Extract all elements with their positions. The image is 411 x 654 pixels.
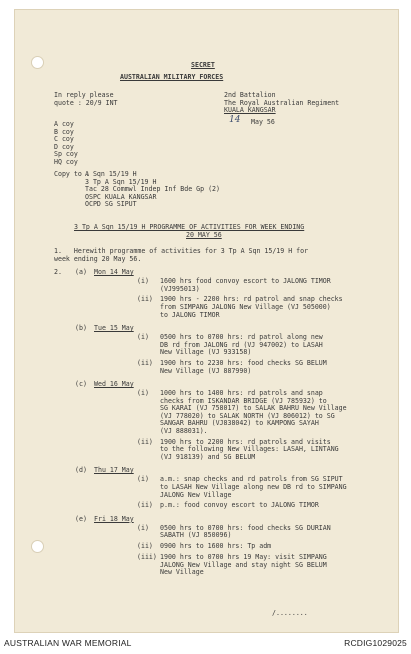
- activity-line: 1000 hrs to 1400 hrs: rd patrols and snap: [160, 389, 323, 397]
- distribution-item: HQ coy: [54, 158, 78, 166]
- day-heading: Thu 17 May: [94, 466, 134, 475]
- distribution-item: A coy: [54, 120, 74, 128]
- activity-line: 0500 hrs to 0700 hrs: rd patrol along new: [160, 333, 323, 341]
- day-heading: Wed 16 May: [94, 380, 134, 388]
- activity-line: to LASAH New Village along new DB rd to SIMPANG: [160, 483, 347, 491]
- activity-line: New Village: [160, 568, 204, 577]
- document-heading: AUSTRALIAN MILITARY FORCES: [120, 73, 224, 81]
- date-month: May 56: [251, 118, 275, 126]
- subject-line: 20 MAY 56: [186, 231, 222, 239]
- activity-line: SG KARAI (VJ 758017) to SALAK BAHRU New Village: [160, 404, 347, 413]
- day-heading: Fri 18 May: [94, 514, 134, 523]
- activity-number: (ii): [137, 437, 153, 446]
- activity-line: SANGAR BAHRU (VJ838042) to KAMPONG SAYAH: [160, 419, 319, 428]
- activity-line: 1900 hrs - 2200 hrs: rd patrol and snap checks: [160, 295, 343, 304]
- activity-line: DB rd from JALONG rd (VJ 947002) to LASAH: [160, 340, 323, 349]
- activity-line: 1600 hrs food convoy escort to JALONG TIMOR: [160, 277, 331, 285]
- activity-line: 0900 hrs to 1600 hrs: Tp adm: [160, 542, 272, 551]
- footer-id: RCDIG1029025: [344, 638, 407, 648]
- reference-line: quote : 20/9 INT: [54, 98, 118, 107]
- paragraph-1: week ending 20 May 56.: [54, 255, 142, 263]
- activity-number: (i): [137, 277, 149, 285]
- paragraph-2-number: 2.: [54, 268, 62, 276]
- classification: SECRET: [191, 61, 215, 69]
- continuation-mark: /........: [272, 609, 308, 617]
- day-label: (b): [75, 324, 87, 332]
- copy-label: Copy to :: [54, 170, 90, 178]
- activity-line: p.m.: food convoy escort to JALONG TIMOR: [160, 501, 319, 510]
- distribution-item: Sp coy: [54, 150, 78, 159]
- day-label: (c): [75, 380, 87, 388]
- activity-line: (VJ995013): [160, 284, 200, 293]
- day-label: (a): [75, 268, 87, 276]
- day-heading: Tue 15 May: [94, 324, 134, 332]
- activity-number: (iii): [137, 553, 157, 561]
- copy-to-item: Tac 28 Commwl Indep Inf Bde Gp (2): [85, 185, 220, 194]
- activity-line: (VJ 888031).: [160, 427, 208, 435]
- activity-number: (ii): [137, 295, 153, 304]
- subject-line: 3 Tp A Sqn 15/19 H PROGRAMME OF ACTIVITIES FOR WEEK ENDING: [74, 223, 305, 231]
- footer-source: AUSTRALIAN WAR MEMORIAL: [4, 638, 132, 648]
- copy-to-item: A Sqn 15/19 H: [85, 170, 137, 178]
- activity-line: 1900 hrs to 2230 hrs: food checks SG BELUM: [160, 359, 327, 367]
- day-label: (d): [75, 466, 87, 475]
- paragraph-1: 1. Herewith programme of activities for 3 Tp A Sqn 15/19 H for: [54, 247, 309, 255]
- activity-line: (VJ 918139) and SG BELUM: [160, 453, 256, 461]
- activity-number: (i): [137, 389, 149, 397]
- activity-number: (i): [137, 523, 149, 532]
- day-heading: Mon 14 May: [94, 268, 134, 276]
- activity-line: 0500 hrs to 0700 hrs: food checks SG DURIAN: [160, 523, 331, 532]
- activity-line: from SIMPANG JALONG New Village (VJ 505000): [160, 303, 331, 311]
- activity-line: checks from ISKANDAR BRIDGE (VJ 785932) to: [160, 396, 327, 405]
- punch-hole: [31, 540, 44, 553]
- distribution-item: B coy: [54, 127, 74, 136]
- activity-line: New Village (VJ 887990): [160, 366, 252, 375]
- day-label: (e): [75, 514, 87, 523]
- activity-line: (VJ 778020) to SALAK NORTH (VJ 806012) to SG: [160, 411, 335, 420]
- activity-number: (ii): [137, 542, 153, 551]
- sender-line: KUALA KANGSAR: [224, 106, 276, 115]
- reference-line: In reply please: [54, 91, 114, 99]
- activity-line: a.m.: snap checks and rd patrols from SG SIPUT: [160, 475, 343, 484]
- activity-line: New Village (VJ 933158): [160, 348, 252, 357]
- distribution-item: D coy: [54, 142, 74, 151]
- copy-to-item: OCPD SG SIPUT: [85, 200, 137, 209]
- activity-number: (ii): [137, 359, 153, 367]
- activity-line: 1900 hrs to 2200 hrs: rd patrols and visits: [160, 437, 331, 446]
- activity-number: (i): [137, 475, 149, 484]
- activity-line: JALONG New Village and stay night SG BELUM: [160, 560, 327, 569]
- sender-line: 2nd Battalion: [224, 91, 276, 99]
- activity-line: SABATH (VJ 850096): [160, 531, 232, 540]
- activity-line: 1900 hrs to 0700 hrs 19 May: visit SIMPANG: [160, 553, 327, 561]
- distribution-item: C coy: [54, 135, 74, 144]
- copy-to-item: 3 Tp A Sqn 15/19 H: [85, 177, 157, 186]
- activity-line: to the following New Villages: LASAH, LINTANG: [160, 445, 339, 454]
- sender-line: The Royal Australian Regiment: [224, 98, 340, 107]
- activity-line: to JALONG TIMOR: [160, 310, 220, 319]
- punch-hole: [31, 56, 44, 69]
- copy-to-item: OSPC KUALA KANGSAR: [85, 192, 157, 201]
- activity-number: (ii): [137, 501, 153, 510]
- date-handwritten: 14: [229, 115, 241, 125]
- activity-number: (i): [137, 333, 149, 341]
- activity-line: JALONG New Village: [160, 490, 232, 499]
